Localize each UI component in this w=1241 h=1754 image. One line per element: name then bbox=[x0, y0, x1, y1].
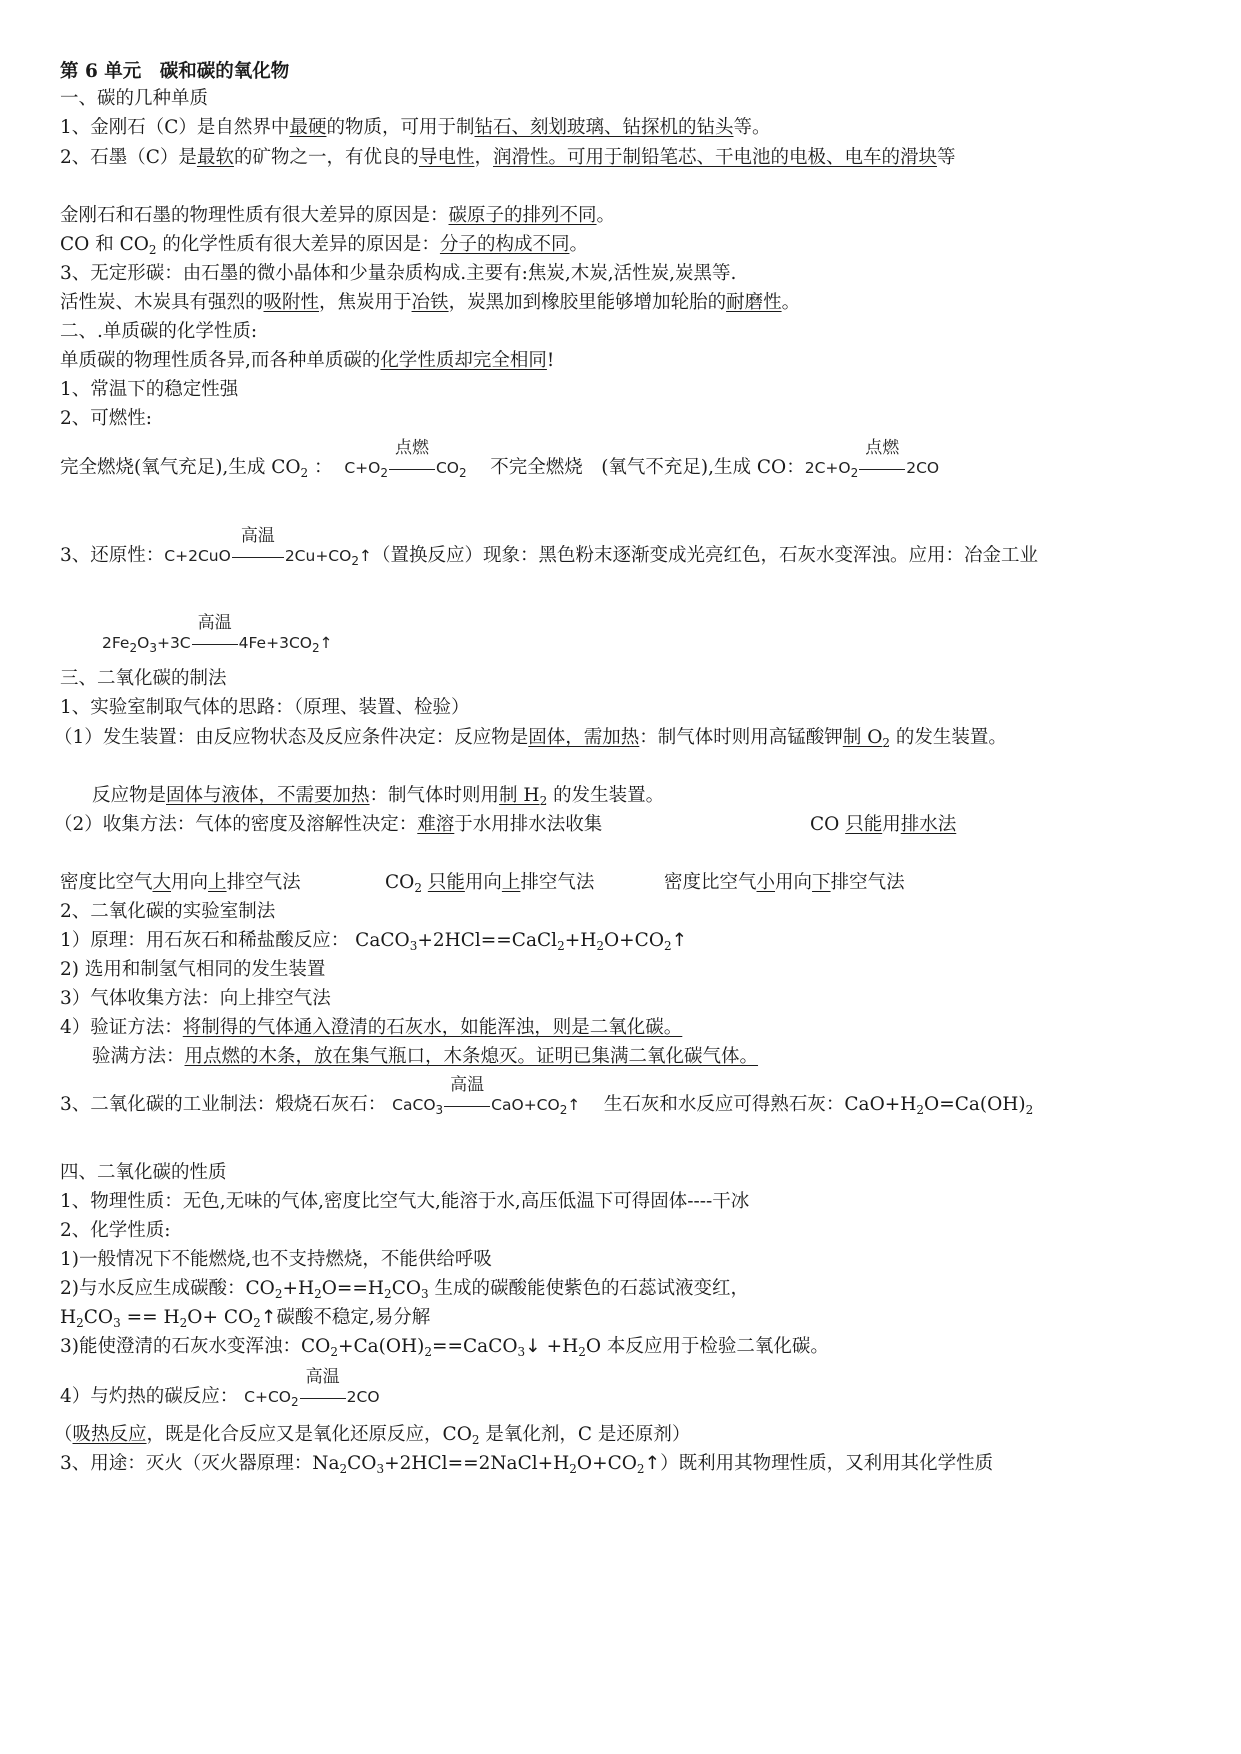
reaction-condition: 高温 bbox=[450, 1075, 485, 1095]
precipitate-down-arrow-icon: ↓ bbox=[525, 1336, 541, 1357]
underlined-text: 化学性质却完全相同 bbox=[380, 350, 547, 371]
text: CO bbox=[83, 1307, 114, 1328]
underlined-text: 碳原子的排列不同 bbox=[448, 205, 597, 226]
text: CO bbox=[385, 872, 415, 893]
underlined-text: 下 bbox=[812, 872, 831, 893]
reaction-bar bbox=[300, 1398, 346, 1399]
subscript: 2 bbox=[459, 466, 467, 480]
text: CO bbox=[435, 459, 460, 477]
section-4-heading: 四、二氧化碳的性质 bbox=[60, 1162, 227, 1183]
gas-up-arrow-icon: ↑ bbox=[567, 1096, 581, 1114]
text: 用向 bbox=[775, 872, 813, 893]
chem-prop-1: 1)一般情况下不能燃烧,也不支持燃烧，不能供给呼吸 bbox=[60, 1249, 492, 1270]
text: 3、用途：灭火（灭火器原理：Na bbox=[60, 1453, 340, 1474]
apparatus-line: 2) 选用和制氢气相同的发生装置 bbox=[60, 959, 326, 980]
text: 用向 bbox=[171, 872, 209, 893]
subscript: 2 bbox=[179, 1316, 188, 1330]
text: +Ca(OH) bbox=[337, 1336, 425, 1357]
text: 4Fe+3CO bbox=[238, 634, 312, 652]
generator-line-1 bbox=[54, 726, 1007, 750]
text: （1）发生装置：由反应物状态及反应条件决定：反应物是 bbox=[54, 727, 529, 748]
subscript: 2 bbox=[76, 1316, 84, 1330]
text: 密度比空气 bbox=[664, 872, 757, 893]
underlined-text: 用点燃的木条，放在集气瓶口，木条熄灭。证明已集满二氧化碳气体。 bbox=[184, 1046, 759, 1067]
subscript: 2 bbox=[569, 1462, 577, 1476]
reaction-condition: 点燃 bbox=[394, 438, 429, 458]
section-3-heading: 三、二氧化碳的制法 bbox=[60, 668, 227, 689]
text: 4）与灼热的碳反应： bbox=[60, 1386, 239, 1407]
underlined-text: 小 bbox=[756, 872, 776, 893]
text: 3、二氧化碳的工业制法：煅烧石灰石： bbox=[60, 1094, 387, 1115]
text: 2CO bbox=[906, 459, 940, 477]
subscript: 2 bbox=[578, 1345, 586, 1359]
subscript: 3 bbox=[376, 1462, 385, 1476]
chem-prop-4 bbox=[60, 1367, 380, 1409]
text: O=Ca(OH) bbox=[924, 1094, 1026, 1115]
reason-line-1 bbox=[60, 204, 615, 228]
underlined-text: 排水法 bbox=[900, 814, 957, 835]
carbonic-acid-line bbox=[60, 1306, 430, 1330]
underlined-text: 难溶 bbox=[417, 814, 455, 835]
reaction-bar bbox=[859, 469, 905, 470]
text: 排空气法 bbox=[830, 872, 905, 893]
subscript: 2 bbox=[311, 641, 320, 655]
density-co2-note bbox=[385, 871, 594, 895]
density-line bbox=[60, 871, 301, 895]
text: +H bbox=[564, 930, 597, 951]
text: （置换反应）现象：黑色粉末逐渐变成光亮红色，石灰水变浑浊。应用：冶金工业 bbox=[371, 545, 1038, 566]
underlined-text: 大 bbox=[152, 872, 172, 893]
unit-title: 第 6 单元 碳和碳的氧化物 bbox=[60, 61, 290, 82]
text: 排空气法 bbox=[520, 872, 595, 893]
subscript: 2 bbox=[351, 554, 359, 568]
subscript: 2 bbox=[559, 1103, 568, 1117]
text: CO bbox=[810, 814, 846, 835]
carbon-intro-line bbox=[60, 349, 554, 373]
underlined-text: 吸热反应 bbox=[72, 1424, 147, 1445]
subscript: 3 bbox=[435, 1103, 444, 1117]
subscript: 2 bbox=[384, 1287, 392, 1301]
text: O bbox=[137, 634, 150, 652]
equation bbox=[164, 526, 372, 568]
subscript: 2 bbox=[414, 881, 422, 895]
subscript: 2 bbox=[148, 243, 157, 257]
subscript: 2 bbox=[300, 466, 309, 480]
underlined-text: 最软 bbox=[196, 147, 234, 168]
text: 碳酸不稳定,易分解 bbox=[276, 1307, 431, 1328]
text: == H bbox=[120, 1307, 180, 1328]
reaction-arrow bbox=[859, 438, 905, 480]
co-collection-note bbox=[810, 813, 956, 837]
subscript: 2 bbox=[636, 1462, 645, 1476]
text: （2）收集方法：气体的密度及溶解性决定： bbox=[54, 814, 418, 835]
text: +2HCl==2NaCl+H bbox=[384, 1453, 570, 1474]
text: 单质碳的物理性质各异,而各种单质碳的 bbox=[60, 350, 381, 371]
text: 用 bbox=[882, 814, 901, 835]
text: 。 bbox=[596, 205, 616, 226]
text: CaCO bbox=[355, 930, 410, 951]
text: ：制气体时则用 bbox=[369, 785, 500, 806]
text: 生成的碳酸能使紫色的石蕊试液变红， bbox=[428, 1278, 750, 1299]
underlined-text: 吸附性 bbox=[263, 292, 320, 313]
text: ，炭黑加到橡胶里能够增加轮胎的 bbox=[448, 292, 727, 313]
text: O+CO bbox=[604, 930, 664, 951]
principle-line bbox=[60, 929, 687, 953]
text: 的化学性质有很大差异的原因是： bbox=[156, 234, 440, 255]
reaction-condition: 高温 bbox=[197, 613, 232, 633]
equation bbox=[804, 438, 940, 480]
reaction-condition: 高温 bbox=[305, 1367, 340, 1387]
text: +H bbox=[282, 1278, 315, 1299]
subscript: 2 bbox=[596, 939, 604, 953]
subscript: 2 bbox=[539, 794, 548, 808]
section-2-heading: 二、.单质碳的化学性质: bbox=[60, 321, 258, 342]
underlined-text: 上 bbox=[501, 872, 521, 893]
underlined-text: 冶铁 bbox=[411, 292, 449, 313]
subscript: 2 bbox=[557, 939, 565, 953]
uses-line-co2 bbox=[60, 1452, 993, 1476]
text: 2C+O bbox=[804, 459, 851, 477]
subscript: 2 bbox=[850, 466, 859, 480]
gas-up-arrow-icon: ↑ bbox=[319, 634, 333, 652]
section-1-heading: 一、碳的几种单质 bbox=[60, 88, 209, 109]
text: CO bbox=[391, 1278, 422, 1299]
underlined-text: 将制得的气体通入澄清的石灰水，如能浑浊，则是二氧化碳。 bbox=[182, 1017, 683, 1038]
underlined-text: 上 bbox=[208, 872, 227, 893]
text: 。 bbox=[569, 234, 588, 255]
text: （ bbox=[54, 1424, 73, 1445]
subscript: 2 bbox=[274, 1287, 283, 1301]
stability-line: 1、常温下的稳定性强 bbox=[60, 379, 239, 400]
reason-line-2 bbox=[60, 233, 588, 257]
equation bbox=[392, 1075, 581, 1117]
lab-idea-line: 1、实验室制取气体的思路：（原理、装置、检验） bbox=[60, 697, 470, 718]
underlined-text bbox=[499, 785, 547, 806]
underlined-text: 最硬 bbox=[289, 117, 327, 138]
text: 金刚石和石墨的物理性质有很大差异的原因是： bbox=[60, 205, 449, 226]
underlined-text: 钻石、刻划玻璃、钻探机的钻头 bbox=[474, 117, 734, 138]
subscript: 3 bbox=[149, 641, 157, 655]
underlined-text: 分子的构成不同 bbox=[439, 234, 570, 255]
text: 排空气法 bbox=[226, 872, 301, 893]
text: 是氧化剂，C 是还原剂） bbox=[479, 1424, 691, 1445]
reaction-arrow bbox=[300, 1367, 346, 1409]
text: CO bbox=[347, 1453, 377, 1474]
reaction-type-note bbox=[54, 1423, 690, 1447]
reaction-arrow bbox=[192, 613, 238, 655]
chemical-properties-heading: 2、化学性质: bbox=[60, 1220, 171, 1241]
text: O 本反应用于检验二氧化碳。 bbox=[585, 1336, 829, 1357]
text: 完全燃烧(氧气充足),生成 CO bbox=[60, 457, 301, 478]
text: 验满方法： bbox=[92, 1046, 185, 1067]
reaction-condition: 点燃 bbox=[865, 438, 900, 458]
equation bbox=[344, 438, 467, 480]
full-check-line bbox=[92, 1045, 758, 1069]
text: 生石灰和水反应可得熟石灰：CaO+H bbox=[603, 1094, 917, 1115]
reaction-arrow bbox=[232, 526, 284, 568]
text: 密度比空气 bbox=[60, 872, 153, 893]
text: ， bbox=[474, 147, 493, 168]
iron-equation-line bbox=[102, 613, 333, 655]
underlined-text: 固体，需加热 bbox=[528, 727, 640, 748]
underlined-text: 只能 bbox=[845, 814, 883, 835]
text: 不完全燃烧 (氧气不充足),生成 CO： bbox=[490, 457, 805, 478]
text: C+CO bbox=[244, 1388, 292, 1406]
text: ==CaCO bbox=[432, 1336, 518, 1357]
reaction-arrow bbox=[389, 438, 435, 480]
text: 的发生装置。 bbox=[890, 727, 1007, 748]
text: 4）验证方法： bbox=[60, 1017, 183, 1038]
subscript: 3 bbox=[113, 1316, 121, 1330]
underlined-text: 润滑性。可用于制铅笔芯、干电池的电极、电车的滑块 bbox=[493, 147, 938, 168]
reaction-bar bbox=[444, 1106, 490, 1107]
density-light-note bbox=[664, 871, 905, 895]
subscript: 2 bbox=[291, 1395, 299, 1409]
text: CaCO bbox=[392, 1096, 436, 1114]
text: 的矿物之一，有优良的 bbox=[233, 147, 419, 168]
collection-method-line: 3）气体收集方法：向上排空气法 bbox=[60, 988, 331, 1009]
subscript: 2 bbox=[882, 736, 891, 750]
verify-line bbox=[60, 1016, 682, 1040]
underlined-text: 导电性 bbox=[418, 147, 475, 168]
reaction-bar bbox=[232, 557, 284, 558]
gas-up-arrow-icon: ↑ bbox=[644, 1453, 661, 1474]
reaction-arrow bbox=[444, 1075, 490, 1117]
text: ： bbox=[308, 457, 333, 478]
subscript: 2 bbox=[424, 1345, 433, 1359]
text: O==H bbox=[321, 1278, 385, 1299]
gas-up-arrow-icon: ↑ bbox=[671, 930, 688, 951]
text: ! bbox=[546, 350, 555, 371]
text: 1、金刚石（C）是自然界中 bbox=[60, 117, 290, 138]
graphite-line bbox=[60, 146, 956, 170]
uses-line bbox=[60, 291, 800, 315]
subscript: 2 bbox=[314, 1287, 322, 1301]
amorphous-line: 3、无定形碳：由石墨的微小晶体和少量杂质构成.主要有:焦炭,木炭,活性炭,炭黑等. bbox=[60, 263, 737, 284]
text: 3)能使澄清的石灰水变浑浊：CO bbox=[60, 1336, 331, 1357]
subscript: 2 bbox=[1025, 1103, 1034, 1117]
text: C+O bbox=[344, 459, 381, 477]
text: O+CO bbox=[576, 1453, 637, 1474]
text: 2Fe bbox=[102, 634, 130, 652]
text: 2)与水反应生成碳酸：CO bbox=[60, 1278, 275, 1299]
subscript: 3 bbox=[421, 1287, 429, 1301]
text: 3、还原性： bbox=[60, 545, 165, 566]
collection-line bbox=[54, 813, 602, 837]
text: H bbox=[60, 1307, 77, 1328]
chem-prop-2 bbox=[60, 1277, 749, 1301]
text: 反应物是 bbox=[92, 785, 167, 806]
text: ）既利用其物理性质，又利用其化学性质 bbox=[660, 1453, 994, 1474]
combustibility-line: 2、可燃性: bbox=[60, 408, 153, 429]
text: 等 bbox=[937, 147, 956, 168]
text: +3C bbox=[156, 634, 191, 652]
subscript: 2 bbox=[129, 641, 138, 655]
subscript: 2 bbox=[471, 1433, 480, 1447]
text: 活性炭、木炭具有强烈的 bbox=[60, 292, 264, 313]
text: CaO+CO bbox=[491, 1096, 560, 1114]
subscript: 2 bbox=[339, 1462, 348, 1476]
combustion-line bbox=[60, 438, 940, 480]
text: 制 O bbox=[842, 727, 883, 748]
subscript: 2 bbox=[664, 939, 672, 953]
reaction-condition: 高温 bbox=[240, 526, 275, 546]
text: ：制气体时则用高锰酸钾 bbox=[639, 727, 843, 748]
gas-up-arrow-icon: ↑ bbox=[358, 547, 372, 565]
text: +2HCl==CaCl bbox=[417, 930, 558, 951]
physical-properties-line: 1、物理性质：无色,无味的气体,密度比空气大,能溶于水,高压低温下可得固体----干冰 bbox=[60, 1191, 750, 1212]
text: 制 H bbox=[499, 785, 540, 806]
text: ，既是化合反应又是氧化还原反应，CO bbox=[146, 1424, 472, 1445]
lab-method-heading: 2、二氧化碳的实验室制法 bbox=[60, 901, 276, 922]
underlined-text: 耐磨性 bbox=[726, 292, 782, 313]
reducing-line bbox=[60, 526, 1038, 568]
text: ，焦炭用于 bbox=[319, 292, 412, 313]
text: 等。 bbox=[733, 117, 771, 138]
subscript: 2 bbox=[916, 1103, 925, 1117]
text: CO 和 CO bbox=[60, 234, 149, 255]
subscript: 2 bbox=[330, 1345, 338, 1359]
text: 2CO bbox=[346, 1388, 380, 1406]
subscript: 3 bbox=[517, 1345, 526, 1359]
subscript: 3 bbox=[409, 939, 418, 953]
diamond-line bbox=[60, 116, 771, 140]
gas-up-arrow-icon: ↑ bbox=[260, 1307, 277, 1328]
text: +H bbox=[540, 1336, 579, 1357]
text: 2Cu+CO bbox=[284, 547, 352, 565]
text: O+ CO bbox=[187, 1307, 254, 1328]
text: 。 bbox=[781, 292, 801, 313]
text: 的物质，可用于制 bbox=[326, 117, 475, 138]
subscript: 2 bbox=[253, 1316, 261, 1330]
text: 2、石墨（C）是 bbox=[60, 147, 197, 168]
text: C+2CuO bbox=[164, 547, 231, 565]
text: 用向 bbox=[464, 872, 502, 893]
underlined-text: 固体与液体，不需要加热 bbox=[166, 785, 370, 806]
subscript: 2 bbox=[380, 466, 388, 480]
industrial-line bbox=[60, 1075, 1034, 1117]
equation bbox=[244, 1367, 380, 1409]
chem-prop-3 bbox=[60, 1335, 829, 1359]
reaction-bar bbox=[192, 644, 238, 645]
generator-line-2 bbox=[92, 784, 664, 808]
text: 的发生装置。 bbox=[547, 785, 665, 806]
underlined-text: 只能 bbox=[427, 872, 465, 893]
text: 于水用排水法收集 bbox=[454, 814, 603, 835]
reaction-bar bbox=[389, 469, 435, 470]
text: 1）原理：用石灰石和稀盐酸反应： bbox=[60, 930, 350, 951]
equation bbox=[102, 613, 333, 655]
underlined-text bbox=[843, 727, 890, 748]
